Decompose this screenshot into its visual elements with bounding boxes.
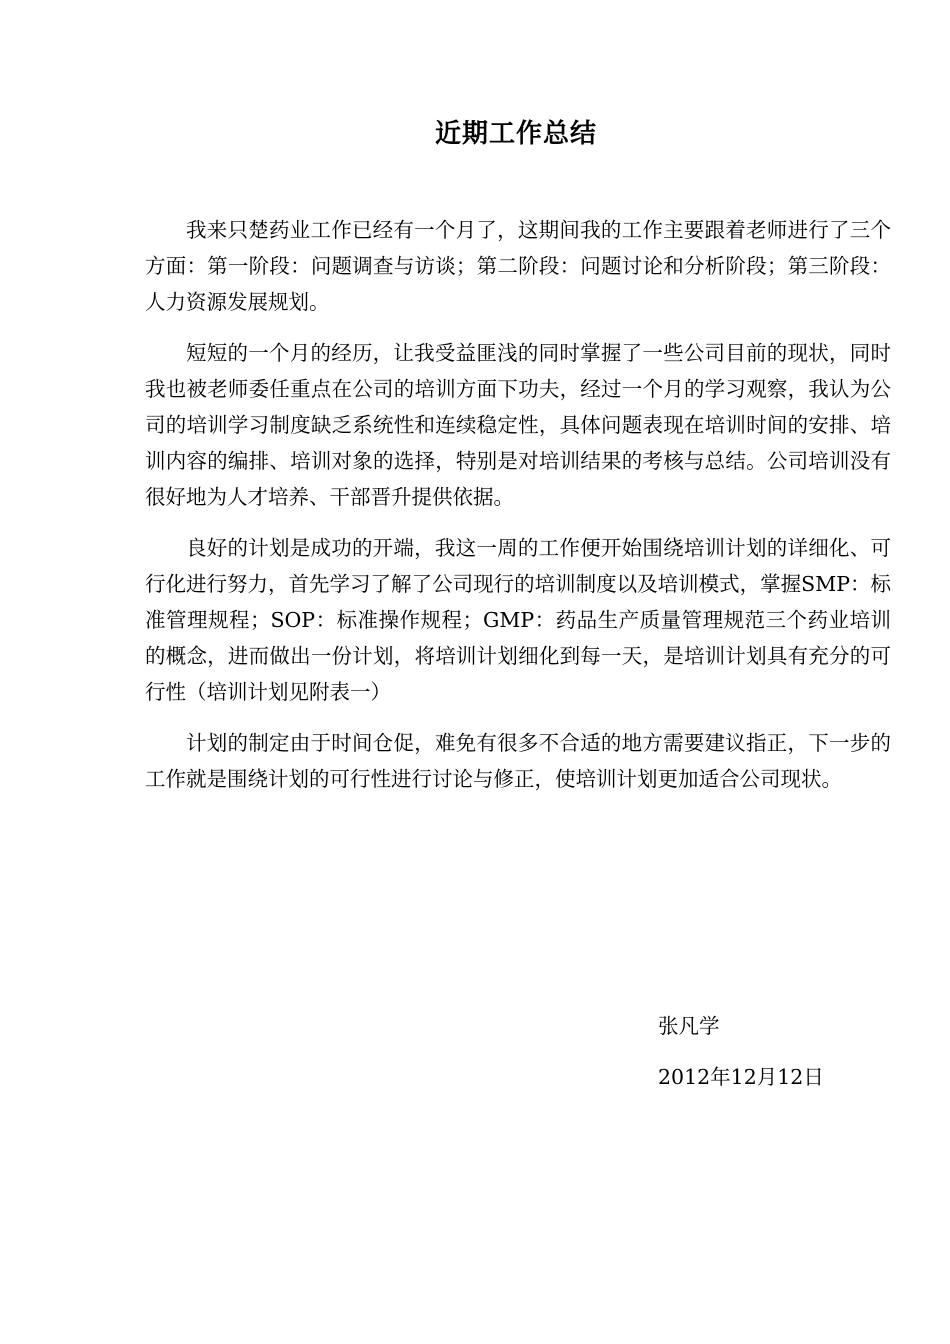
document-title: 近期工作总结 — [434, 119, 597, 149]
paragraph-3: 良好的计划是成功的开端，我这一周的工作便开始围绕培训计划的详细化、可行化进行努力，首先学习了解了公司现行的培训制度以及培训模式，掌握SMP：标准管理规程；SOP：标准操作规程；GMP：药品生产质量管理规范三个药业培训的概念，进而做出一份计划，将培训计划细化到每一天，是培训计划具有充分的可行性（培训计划见附表一） — [145, 536, 891, 704]
document-body — [145, 212, 891, 812]
paragraph-2: 短短的一个月的经历，让我受益匪浅的同时掌握了一些公司目前的现状，同时我也被老师委任重点在公司的培训方面下功夫，经过一个月的学习观察，我认为公司的培训学习制度缺乏系统性和连续稳定性，具体问题表现在培训时间的安排、培训内容的编排、培训对象的选择，特别是对培训结果的考核与总结。公司培训没有很好地为人才培养、干部晋升提供依据。 — [145, 341, 891, 509]
signature-date: 2012年12月12日 — [658, 1065, 824, 1089]
paragraph-1: 我来只楚药业工作已经有一个月了，这期间我的工作主要跟着老师进行了三个方面：第一阶段：问题调查与访谈；第二阶段：问题讨论和分析阶段；第三阶段：人力资源发展规划。 — [145, 218, 891, 314]
signature-block — [658, 1008, 824, 1110]
signature-name: 张凡学 — [658, 1014, 720, 1038]
paragraph-4: 计划的制定由于时间仓促，难免有很多不合适的地方需要建议指正，下一步的工作就是围绕计划的可行性进行讨论与修正，使培训计划更加适合公司现状。 — [145, 731, 891, 791]
